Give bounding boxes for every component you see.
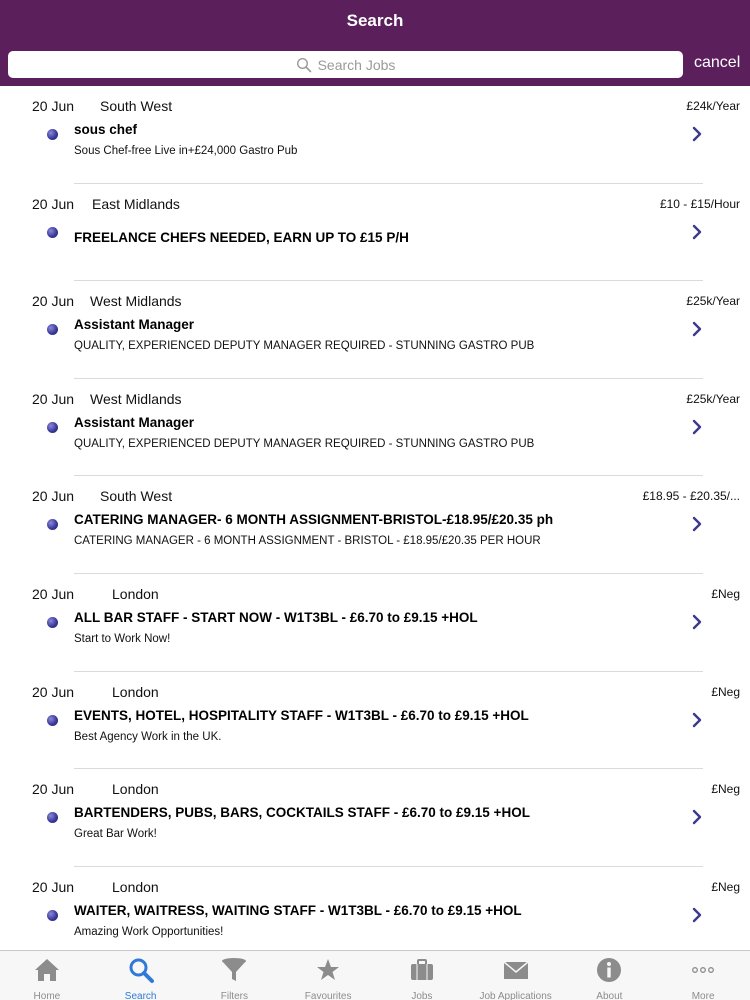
job-subtitle: QUALITY, EXPERIENCED DEPUTY MANAGER REQUIRED - STUNNING GASTRO PUB: [74, 437, 535, 450]
job-subtitle: Start to Work Now!: [74, 632, 171, 645]
job-title: CATERING MANAGER- 6 MONTH ASSIGNMENT-BRISTOL-£18.95/£20.35 ph: [74, 512, 554, 528]
job-list-item[interactable]: [0, 476, 750, 574]
job-salary: £25k/Year: [686, 294, 740, 309]
tab-more[interactable]: [656, 951, 750, 1000]
job-region: South West: [100, 98, 173, 114]
job-list-item[interactable]: [0, 379, 750, 477]
tab-label: Job Applications: [479, 991, 552, 1000]
job-title: EVENTS, HOTEL, HOSPITALITY STAFF - W1T3BL - £6.70 to £9.15 +HOL: [74, 707, 529, 723]
tab-home[interactable]: [0, 951, 94, 1000]
tab-search[interactable]: [94, 951, 188, 1000]
job-date: 20 Jun: [32, 878, 75, 895]
star-icon: [314, 956, 342, 989]
job-subtitle: Sous Chef-free Live in+£24,000 Gastro Pub: [74, 145, 298, 157]
job-date: 20 Jun: [32, 781, 75, 798]
job-salary: £24k/Year: [686, 99, 740, 113]
tab-label: More: [691, 991, 715, 1000]
job-region: London: [112, 683, 159, 700]
briefcase-icon: [408, 956, 436, 989]
job-list-item[interactable]: [0, 672, 750, 770]
job-title: BARTENDERS, PUBS, BARS, COCKTAILS STAFF - £6.70 to £9.15 +HOL: [74, 805, 530, 821]
bullet-icon: [47, 617, 58, 628]
chevron-right-icon[interactable]: [691, 907, 703, 923]
job-title: ALL BAR STAFF - START NOW - W1T3BL - £6.70 to £9.15 +HOL: [74, 609, 478, 625]
job-salary: £Neg: [711, 684, 740, 699]
job-region: South West: [100, 488, 173, 505]
job-list-item[interactable]: [0, 769, 750, 867]
job-title: Assistant Manager: [74, 414, 195, 430]
job-region: London: [112, 878, 159, 895]
bullet-icon: [47, 227, 58, 238]
bullet-icon: [47, 519, 58, 530]
job-date: 20 Jun: [32, 98, 75, 114]
job-subtitle: Great Bar Work!: [74, 828, 157, 841]
chevron-right-icon[interactable]: [691, 614, 703, 630]
job-title: Assistant Manager: [74, 317, 195, 333]
job-list-item[interactable]: [0, 86, 750, 184]
info-icon: [595, 956, 623, 989]
more-icon: [689, 956, 717, 989]
search-icon: [127, 956, 155, 989]
chevron-right-icon[interactable]: [691, 712, 703, 728]
job-salary: £10 - £15/Hour: [659, 196, 740, 211]
cancel-button[interactable]: cancel: [694, 54, 741, 71]
job-date: 20 Jun: [32, 683, 75, 700]
job-region: London: [112, 781, 159, 798]
job-list: [0, 86, 750, 950]
search-icon: [296, 57, 312, 73]
tab-filters[interactable]: [188, 951, 282, 1000]
job-subtitle: QUALITY, EXPERIENCED DEPUTY MANAGER REQUIRED - STUNNING GASTRO PUB: [74, 340, 535, 353]
job-salary: £Neg: [711, 586, 740, 601]
job-subtitle: CATERING MANAGER - 6 MONTH ASSIGNMENT - BRISTOL - £18.95/£20.35 PER HOUR: [74, 535, 541, 548]
tab-about[interactable]: [563, 951, 657, 1000]
job-subtitle: Amazing Work Opportunities!: [74, 925, 224, 938]
job-region: West Midlands: [90, 390, 182, 407]
tab-favourites[interactable]: [281, 951, 375, 1000]
tab-label: Search: [124, 991, 157, 1000]
chevron-right-icon[interactable]: [691, 419, 703, 435]
chevron-right-icon[interactable]: [691, 126, 703, 142]
job-list-item[interactable]: [0, 867, 750, 950]
tab-bar: [0, 950, 750, 1000]
job-salary: £18.95 - £20.35/...: [642, 489, 740, 504]
bullet-icon: [47, 812, 58, 823]
tab-label: Jobs: [411, 991, 433, 1000]
job-list-item[interactable]: [0, 281, 750, 379]
job-salary: £25k/Year: [686, 391, 740, 406]
job-region: London: [112, 585, 159, 602]
tab-job-applications[interactable]: [469, 951, 563, 1000]
job-date: 20 Jun: [32, 488, 75, 505]
bullet-icon: [47, 422, 58, 433]
bullet-icon: [47, 129, 58, 140]
job-title: FREELANCE CHEFS NEEDED, EARN UP TO £15 P/H: [74, 229, 409, 245]
chevron-right-icon[interactable]: [691, 516, 703, 532]
home-icon: [33, 956, 61, 989]
job-title: WAITER, WAITRESS, WAITING STAFF - W1T3BL - £6.70 to £9.15 +HOL: [74, 902, 522, 918]
search-placeholder: Search Jobs: [317, 56, 396, 73]
tab-jobs[interactable]: [375, 951, 469, 1000]
job-salary: £Neg: [711, 782, 740, 797]
job-list-item[interactable]: [0, 574, 750, 672]
job-subtitle: Best Agency Work in the UK.: [74, 730, 222, 743]
job-date: 20 Jun: [32, 585, 75, 602]
tab-label: Home: [33, 991, 61, 1000]
job-title: sous chef: [74, 122, 138, 137]
page-title: Search: [346, 11, 404, 30]
chevron-right-icon[interactable]: [691, 224, 703, 240]
filter-icon: [220, 956, 248, 989]
bullet-icon: [47, 910, 58, 921]
navigation-bar: [0, 0, 750, 86]
tab-label: Favourites: [304, 991, 352, 1000]
job-date: 20 Jun: [32, 195, 75, 212]
search-input[interactable]: [8, 51, 683, 78]
tab-label: About: [596, 991, 623, 1000]
bullet-icon: [47, 324, 58, 335]
tab-label: Filters: [220, 991, 248, 1000]
bullet-icon: [47, 715, 58, 726]
job-region: West Midlands: [90, 293, 182, 310]
job-salary: £Neg: [711, 879, 740, 894]
envelope-icon: [502, 956, 530, 989]
job-region: East Midlands: [92, 195, 180, 212]
chevron-right-icon[interactable]: [691, 321, 703, 337]
job-date: 20 Jun: [32, 293, 75, 310]
job-date: 20 Jun: [32, 390, 75, 407]
job-list-item[interactable]: [0, 184, 750, 282]
chevron-right-icon[interactable]: [691, 809, 703, 825]
